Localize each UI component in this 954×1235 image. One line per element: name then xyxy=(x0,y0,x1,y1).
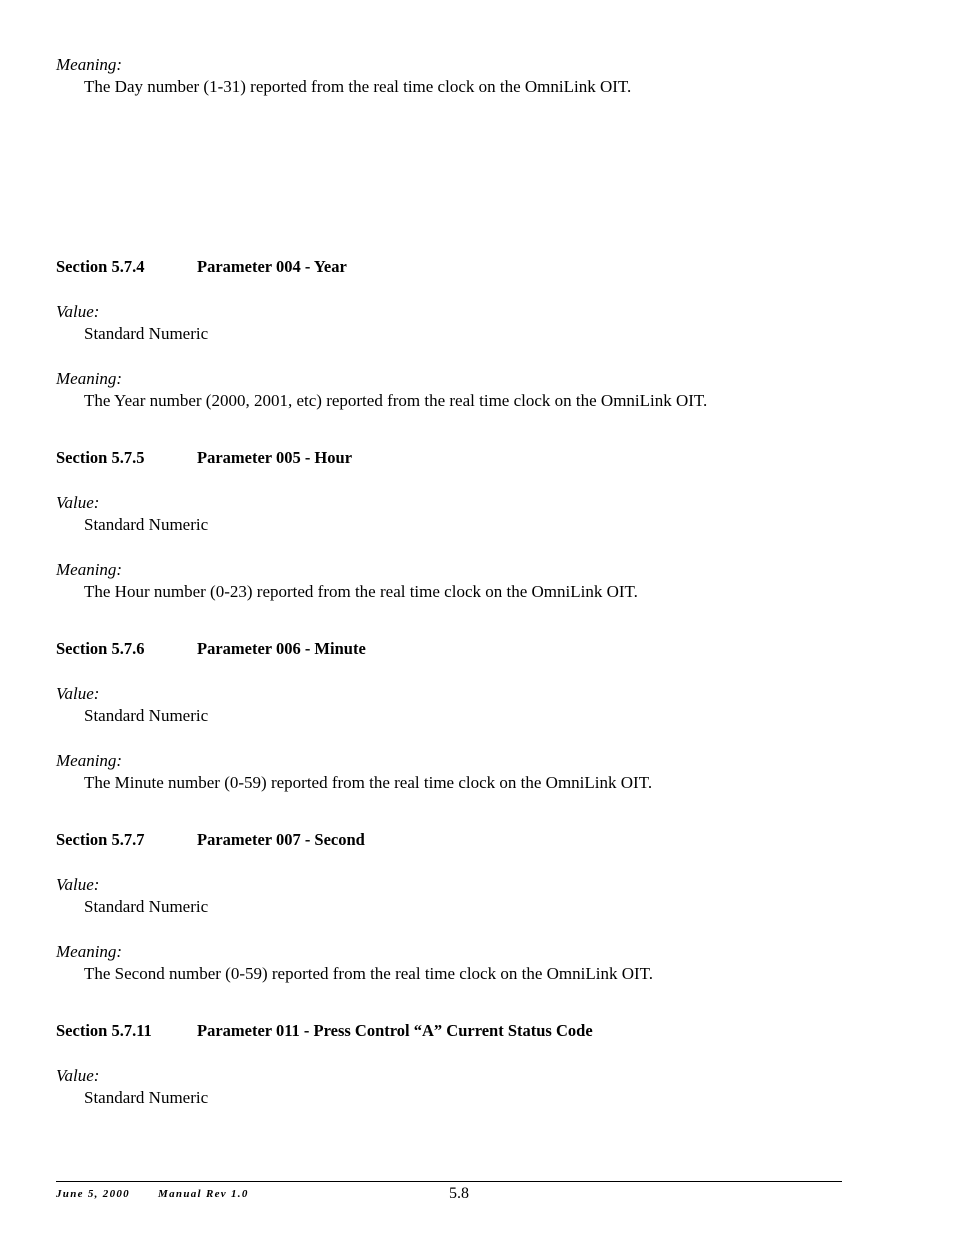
section-number: Section 5.7.4 xyxy=(56,257,145,276)
section-5-7-11 xyxy=(56,1020,846,1042)
section-title: Parameter 006 - Minute xyxy=(197,639,366,658)
section-5-7-5-value xyxy=(56,492,846,536)
section-5-7-7-meaning xyxy=(56,941,846,985)
section-title: Parameter 011 - Press Control “A” Current Status Code xyxy=(197,1021,593,1040)
meaning-label: Meaning: xyxy=(56,55,123,74)
value-label: Value: xyxy=(56,302,100,321)
value-text: Standard Numeric xyxy=(84,1088,209,1107)
section-5-7-4-value xyxy=(56,301,846,345)
value-text: Standard Numeric xyxy=(84,324,209,343)
meaning-label: Meaning: xyxy=(56,369,123,388)
value-label: Value: xyxy=(56,1066,100,1085)
meaning-label: Meaning: xyxy=(56,751,123,770)
section-5-7-7 xyxy=(56,829,846,851)
meaning-text: The Second number (0-59) reported from the real time clock on the OmniLink OIT. xyxy=(84,964,654,983)
section-number: Section 5.7.5 xyxy=(56,448,145,467)
section-number: Section 5.7.7 xyxy=(56,830,145,849)
page-footer xyxy=(56,1181,842,1202)
section-heading xyxy=(56,256,846,278)
value-label: Value: xyxy=(56,493,100,512)
meaning-text: The Hour number (0-23) reported from the real time clock on the OmniLink OIT. xyxy=(84,582,638,601)
section-5-7-6-value xyxy=(56,683,846,727)
section-heading xyxy=(56,638,846,660)
section-5-7-5-meaning xyxy=(56,559,846,603)
section-5-7-6-meaning xyxy=(56,750,846,794)
section-heading xyxy=(56,447,846,469)
section-number: Section 5.7.11 xyxy=(56,1021,152,1040)
footer-date: June 5, 2000 xyxy=(56,1188,130,1200)
page-number: 5.8 xyxy=(449,1185,469,1202)
section-heading xyxy=(56,829,846,851)
section-5-7-7-value xyxy=(56,874,846,918)
section-5-7-11-value xyxy=(56,1065,846,1109)
value-text: Standard Numeric xyxy=(84,897,209,916)
meaning-text: The Year number (2000, 2001, etc) reported from the real time clock on the OmniLink OIT. xyxy=(84,391,708,410)
value-label: Value: xyxy=(56,684,100,703)
section-5-7-4 xyxy=(56,256,846,278)
section-heading xyxy=(56,1020,846,1042)
section-title: Parameter 005 - Hour xyxy=(197,448,353,467)
footer-revision: Manual Rev 1.0 xyxy=(158,1188,249,1200)
value-text: Standard Numeric xyxy=(84,706,209,725)
section-5-7-5 xyxy=(56,447,846,469)
value-text: Standard Numeric xyxy=(84,515,209,534)
meaning-label: Meaning: xyxy=(56,942,123,961)
meaning-text: The Day number (1-31) reported from the real time clock on the OmniLink OIT. xyxy=(84,77,632,96)
meaning-text: The Minute number (0-59) reported from the real time clock on the OmniLink OIT. xyxy=(84,773,653,792)
section-title: Parameter 004 - Year xyxy=(197,257,347,276)
value-label: Value: xyxy=(56,875,100,894)
meaning-label: Meaning: xyxy=(56,560,123,579)
document-page xyxy=(56,54,846,1132)
section-5-7-6 xyxy=(56,638,846,660)
footer-meta xyxy=(56,1188,273,1200)
intro-meaning-block xyxy=(56,54,846,98)
section-5-7-4-meaning xyxy=(56,368,846,412)
section-number: Section 5.7.6 xyxy=(56,639,145,658)
section-title: Parameter 007 - Second xyxy=(197,830,365,849)
